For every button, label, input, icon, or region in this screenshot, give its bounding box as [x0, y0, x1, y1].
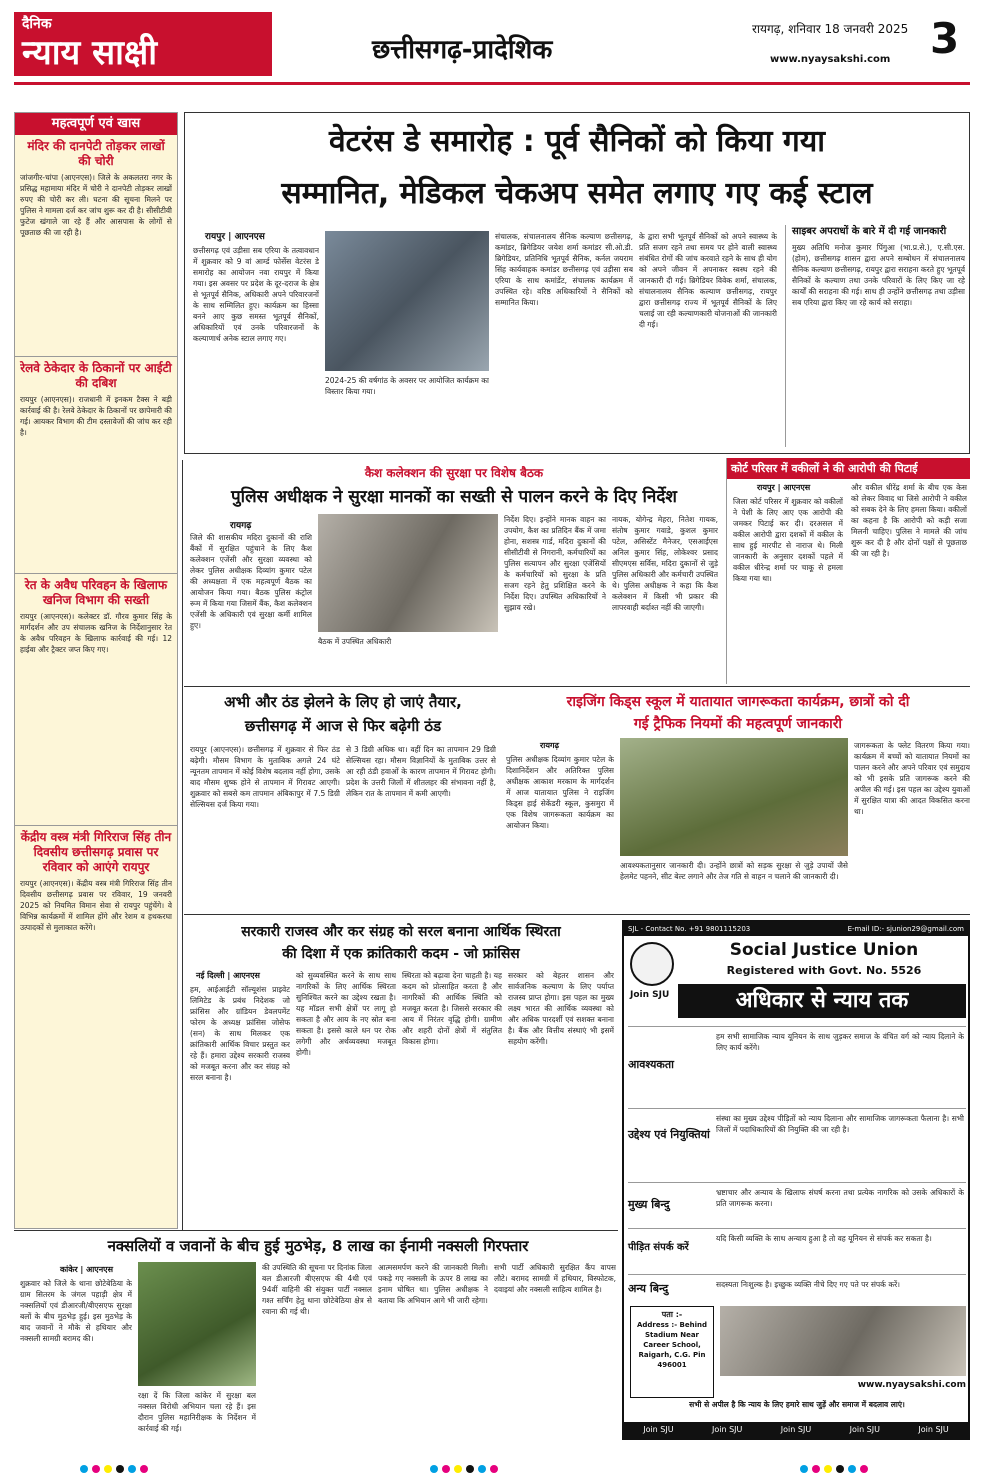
sidebar-item — [15, 356, 177, 573]
police-photo — [318, 514, 498, 632]
dateline: रायगढ़, शनिवार 18 जनवरी 2025 — [752, 22, 909, 36]
ad-subtitle: Registered with Govt. No. 5526 — [726, 964, 922, 977]
ad-join-item: Join SJU — [918, 1425, 949, 1434]
police-caption: बैठक में उपस्थित अधिकारी — [318, 637, 392, 646]
naxal-dateline: कांकेर | आएनएस — [60, 1265, 113, 1274]
ad-row — [628, 1228, 966, 1272]
masthead-rule — [14, 82, 970, 85]
ad-row-label: आवश्यकता — [628, 1058, 674, 1071]
cold-body-2: से 3 डिग्री अधिक था। वहीं दिन का तापमान 29 डिग्री सेल्सियस रहा। मौसम विज्ञानियों के मुताबिक उत्तर से आ रही ठंडी हवाओं के कारण तापमान में गिरावट होगी। प्रदेश के उत्तरी जिलों में शीतलहर की संभावना नहीं है, लेकिन रात के तापमान में कमी आएगी। — [346, 745, 496, 798]
traffic-caption: आवश्यकतानुसार जानकारी दी। उन्होंने छात्रों को सड़क सुरक्षा से जुड़े उपायों जैसे हेलमेट पहनने, सीट बेल्ट लगाने और तेज गति से वाहन न चलाने की जानकारी दी। — [620, 861, 848, 881]
sidebar-item-body: रायपुर (आएनएस)। राजधानी में इनकम टैक्स ने बड़ी कार्रवाई की है। रेलवे ठेकेदार के ठिकानों पर छापेमारी की गई। आयकर विभाग की टीम दस्तावेजों की जांच कर रही है। — [20, 395, 172, 437]
revenue-dateline: नई दिल्ली | आएनएस — [196, 971, 260, 980]
naxal-photo — [138, 1262, 256, 1386]
ad-row-text: सदस्यता निःशुल्क है। इच्छुक व्यक्ति नीचे दिए गए पते पर संपर्क करें। — [716, 1280, 900, 1289]
ad-top-bar — [624, 922, 968, 936]
masthead-logo — [14, 12, 272, 76]
traffic-headline-2: गई ट्रैफिक नियमों की महत्वपूर्ण जानकारी — [633, 716, 843, 732]
sidebar-header: महत्वपूर्ण एवं खास — [15, 113, 177, 135]
ad-join: Join SJU — [630, 990, 670, 1000]
dot — [430, 1465, 438, 1473]
police-body-3: नायक, योगेन्द्र मेहरा, नितेश गायक, संतोष कुमार गवाडे, कुशल कुमार पटेल, असिस्टेंट मैनेजर, एसआईएस अनिल कुमार सिंह, लोकेश्वर प्रसाद सीएमएस सर्विस, मदिरा दुकानों से जुड़े पुलिस अधिकारी और कर्मचारी उपस्थित थे। पुलिस अधीक्षक ने कहा कि कैश कलेक्शन में किसी भी प्रकार की लापरवाही बर्दाश्त नहीं की जाएगी। — [612, 515, 718, 612]
ad-row-text: यदि किसी व्यक्ति के साथ अन्याय हुआ है तो वह यूनियन से संपर्क कर सकता है। — [716, 1234, 932, 1243]
ad-row-label: उद्देश्य एवं नियुक्तियां — [628, 1128, 710, 1141]
dot — [104, 1465, 112, 1473]
ad-footer-line: सभी से अपील है कि न्याय के लिए हमारे साथ जुड़ें और समाज में बदलाव लाएं। — [689, 1400, 905, 1409]
ad-slogan: अधिकार से न्याय तक — [678, 984, 966, 1018]
dot — [140, 1465, 148, 1473]
cold-headline-2: छत्तीसगढ़ में आज से फिर बढ़ेगी ठंड — [244, 717, 442, 735]
court-body-1: जिला कोर्ट परिसर में शुक्रवार को वकीलों ने पेशी के लिए आए एक आरोपी की जमकर पिटाई कर दी। दरअसल में वकील आरोपी द्वारा दशकों में वकील के साथ हुई मारपीट से नाराज थे। मिली जानकारी के अनुसार दशकों पहले में वकील धीरेन्द्र शर्मा पर चाकू से हमला किया गया था। — [733, 497, 843, 583]
sidebar-item — [15, 135, 177, 356]
naxal-body-4: सभी पार्टी अधिकारी सुरक्षित कैंप वापस लौटे। बरामद सामग्री में हथियार, विस्फोटक, दवाइयां और नक्सली साहित्य शामिल है। — [494, 1263, 616, 1294]
court-dateline: रायपुर | आएनएस — [757, 483, 811, 492]
ad-row-label: पीड़ित संपर्क करें — [628, 1242, 689, 1253]
row-divider — [184, 914, 970, 915]
dot — [116, 1465, 124, 1473]
ad-address: Address :- Behind Stadium Near Career School, Raigarh, C.G. Pin 496001 — [636, 1321, 707, 1369]
revenue-headline-1: सरकारी राजस्व और कर संग्रह को सरल बनाना आर्थिक स्थिरता — [241, 924, 561, 940]
dot — [478, 1465, 486, 1473]
dot — [800, 1465, 808, 1473]
revenue-headline-2: की दिशा में एक क्रांतिकारी कदम - जो फ्रांसिस — [282, 946, 520, 962]
police-body-1: जिले की शासकीय मदिरा दुकानों की राशि बैंकों में सुरक्षित पहुंचाने के लिए कैश कलेक्शन एजेंसी और सुरक्षा व्यवस्था को लेकर पुलिस अधीक्षक दिव्यांग कुमार पटेल की अध्यक्षता में एक महत्वपूर्ण बैठक का आयोजन किया गया। बैठक पुलिस कंट्रोल रूम में किया गया जिसमें बैंक, कैश कलेक्शन एजेंसी के अधिकारी एवं सुरक्षा कर्मी शामिल हुए। — [190, 533, 312, 630]
naxal-headline: नक्सलियों व जवानों के बीच हुई मुठभेड़, 8 लाख का ईनामी नक्सली गिरफ्तार — [107, 1237, 529, 1255]
dot — [442, 1465, 450, 1473]
police-kicker: कैश कलेक्शन की सुरक्षा पर विशेष बैठक — [364, 466, 544, 480]
sju-ad — [622, 920, 970, 1440]
dot — [848, 1465, 856, 1473]
traffic-photo — [620, 738, 848, 856]
cold-headline-1: अभी और ठंड झेलने के लिए हो जाएं तैयार, — [224, 693, 462, 711]
lead-headline-1: वेटरंस डे समारोह : पूर्व सैनिकों को किया गया — [329, 124, 825, 159]
lead-story — [184, 112, 970, 454]
police-dateline: रायगढ़ — [230, 521, 252, 531]
ad-contact: SJL - Contact No. +91 9801115203 — [628, 925, 751, 933]
dot — [490, 1465, 498, 1473]
sidebar-item-title: केंद्रीय वस्त्र मंत्री गिरिराज सिंह तीन दिवसीय छत्तीसगढ़ प्रवास पर रविवार को आएंगे रायपुर — [20, 830, 172, 874]
traffic-body-1: पुलिस अधीक्षक दिव्यांग कुमार पटेल के दिशानिर्देशन और अतिरिक्त पुलिस अधीक्षक आकाश मरकाम के मार्गदर्शन में आज यातायात पुलिस ने राइजिंग किड्स हाई सेकेंडरी स्कूल, कुसमुरा में एक विशेष जागरूकता कार्यक्रम का आयोजन किया। — [506, 755, 614, 830]
ad-row-text: हम सभी सामाजिक न्याय यूनियन के साथ जुड़कर समाज के वंचित वर्ग को न्याय दिलाने के लिए कार्य करेंगे। — [716, 1032, 964, 1052]
dot — [454, 1465, 462, 1473]
sidebar-item-body: जांजगीर-चांपा (आएनएस)। जिले के अकलतरा नगर के प्रसिद्ध महामाया मंदिर में चोरी ने दानपेटी तोड़कर लाखों रुपए की चोरी कर ली। घटना की सूचना मिलने पर पुलिस ने मामला दर्ज कर जांच शुरू कर दी है। सीसीटीवी फुटेज खंगाले जा रहे हैं और आसपास के लोगों से पूछताछ की जा रही है। — [20, 173, 172, 237]
traffic-body-2: जागरूकता के फ्लेट वितरण किया गया। कार्यक्रम में बच्चों को यातायात नियमों का पालन करने और अपने परिवार एवं समुदाय को भी इसके प्रति जागरूक करने की अपील की गई। इस पहल का उद्देश्य युवाओं में सुरक्षित यात्रा की आदत विकसित करना था। — [854, 741, 970, 816]
ad-join-strip — [624, 1422, 968, 1438]
column-divider — [182, 460, 183, 1230]
revenue-body-2: को सुव्यवस्थित करने के साथ साथ नागरिकों के लिए आर्थिक स्थिरता सुनिश्चित करने का उद्देश्य रखता है। यह मॉडल सभी क्षेत्रों पर लागू हो सकता है और आय के नए स्रोत बना सकता है। इससे काले धन पर रोक लगेगी और अर्थव्यवस्था मजबूत होगी। — [296, 971, 396, 1057]
sidebar-item-body: रायपुर (आएनएस)। कलेक्टर डॉ. गौरव कुमार सिंह के मार्गदर्शन और उप संचालक खनिज के निर्देशानुसार रेत के अवैध परिवहन के खिलाफ कार्रवाई की गई। 12 हाईवा और ट्रैक्टर जप्त किए गए। — [20, 612, 172, 654]
lead-body-2: संचालक, संचालनालय सैनिक कल्याण छत्तीसगढ़, कमांडर, ब्रिगेडियर जयेश शर्मा कमांडर सी.ओ.डी. ब्रिगेडियर, प्रतिनिधि भूतपूर्व सैनिक, कर्नल जयराम सिंह कार्यवाहक कमांडर छत्तीसगढ़ एवं उड़ीसा सब एरिया के साथ कमांडेंट, संचालक कार्यक्रम में उपस्थित रहे। वरिष्ठ अधिकारियों ने सैनिकों को सम्मानित किया। — [495, 232, 633, 307]
dot — [812, 1465, 820, 1473]
sidebar-item — [15, 573, 177, 825]
sju-logo — [630, 942, 674, 986]
dot — [836, 1465, 844, 1473]
ad-row-text: संस्था का मुख्य उद्देश्य पीड़ितों को न्याय दिलाना और सामाजिक जागरूकता फैलाना है। सभी जिलों में पदाधिकारियों की नियुक्ति की जा रही है। — [716, 1114, 964, 1134]
masthead-small: दैनिक — [22, 16, 52, 32]
sidebar-item-body: रायपुर (आएनएस)। केंद्रीय वस्त्र मंत्री गिरिराज सिंह तीन दिवसीय छत्तीसगढ़ प्रवास पर रविवार, 19 जनवरी 2025 को नियमित विमान सेवा से रायपुर पहुंचेंगे। वे विभिन्न कार्यक्रमों में शामिल होंगे और रेशम व हथकरघा उत्पादकों से मुलाकात करेंगे। — [20, 879, 172, 932]
ad-row — [628, 1026, 966, 1106]
row-divider — [184, 686, 970, 687]
masthead-name: न्याय साक्षी — [22, 33, 158, 73]
registration-dots-left — [80, 1458, 152, 1475]
ad-row-label: अन्य बिन्दु — [628, 1282, 669, 1295]
dot — [128, 1465, 136, 1473]
lead-body-1: छत्तीसगढ़ एवं उड़ीसा सब एरिया के तत्वावधान में शुक्रवार को 9 वां आर्म्ड फोर्सेस वेटरंस डे समारोह का आयोजन नवा रायपुर में किया गया। इस अवसर पर प्रदेश के दूर-दराज के क्षेत्र से भूतपूर्व सैनिक, अधिकारी अपने परिवारजनों के साथ सम्मिलित हुए। कार्यक्रम का हिस्सा बनने आए कुछ समस्त भूतपूर्व सैनिकों, अधिकारियों एवं उनके परिवारजनों के कल्याणार्थ अनेक स्टाल लगाए गए। — [193, 246, 319, 343]
lead-dateline: रायपुर | आएनएस — [205, 232, 265, 242]
section-title: छत्तीसगढ़-प्रादेशिक — [372, 35, 553, 65]
cold-body-1: रायपुर (आएनएस)। छत्तीसगढ़ में शुक्रवार से फिर ठंड बढ़ेगी। मौसम विभाग के मुताबिक अगले 24 घंटे न्यूनतम तापमान में कोई विशेष बदलाव नहीं होगा, उसके बाद मौसम शुष्क होने से तापमान में गिरावट आएगी। शुक्रवार को सबसे कम तापमान अंबिकापुर में 7.5 डिग्री सेल्सियस दर्ज किया गया। — [190, 745, 340, 809]
lead-side-title: साइबर अपराधों के बारे में दी गई जानकारी — [792, 226, 947, 237]
lead-body-3: के द्वारा सभी भूतपूर्व सैनिकों को अपने स्वास्थ्य के प्रति सजग रहने तथा समय पर होने वाली स्वास्थ्य संबंधित रोगों की जांच करवाते रहने के साथ ही योग को अपने जीवन में अपनाकर स्वस्थ रहने की जानकारी दी गई। ब्रिगेडियर विवेक शर्मा, संचालक, संचालनालय सैनिक कल्याण छत्तीसगढ़, रायपुर द्वारा छत्तीसगढ़ राज्य में भूतपूर्व सैनिकों के लिए चलाई जा रही कल्याणकारी योजनाओं की जानकारी दी गई। — [639, 232, 777, 329]
ad-row-text: भ्रष्टाचार और अन्याय के खिलाफ संघर्ष करना तथा प्रत्येक नागरिक को उसके अधिकारों के प्रति जागरूक करना। — [716, 1188, 964, 1208]
ad-join-item: Join SJU — [849, 1425, 880, 1434]
court-story — [726, 458, 970, 684]
lead-side-box — [785, 225, 965, 447]
ad-email: E-mail ID:- sjunion29@gmail.com — [847, 925, 964, 933]
naxal-body-3: आत्मसमर्पण करने की जानकारी मिली। पकड़े गए नक्सली के ऊपर 8 लाख का इनाम घोषित था। पुलिस अधीक्षक ने बताया कि अभियान आगे भी जारी रहेगा। — [378, 1263, 488, 1305]
ad-join-item: Join SJU — [643, 1425, 674, 1434]
revenue-body-4: सरकार को बेहतर शासन और सार्वजनिक कल्याण के लिए पर्याप्त राजस्व प्राप्त होगा। इस पहल का मुख्य लक्ष्य भारत की आर्थिक व्यवस्था को और अधिक पारदर्शी एवं सशक्त बनाना है। बैंक और वित्तीय संस्थाएं भी इसमें सहयोग करेंगी। — [508, 971, 614, 1046]
sidebar — [14, 112, 178, 1229]
lead-photo — [325, 231, 489, 371]
registration-dots-right — [800, 1458, 872, 1475]
ad-scales-graphic — [720, 1306, 966, 1376]
police-headline: पुलिस अधीक्षक ने सुरक्षा मानकों का सख्ती से पालन करने के दिए निर्देश — [231, 487, 677, 507]
sidebar-item — [15, 825, 177, 1212]
lead-caption: 2024-25 की वर्षगांठ के अवसर पर आयोजित कार्यक्रम का विस्तार किया गया। — [325, 376, 489, 396]
ad-row — [628, 1182, 966, 1226]
ad-address-title: पता :- — [661, 1310, 683, 1319]
dot — [92, 1465, 100, 1473]
ad-join-item: Join SJU — [780, 1425, 812, 1434]
dot — [466, 1465, 474, 1473]
traffic-dateline: रायगढ़ — [540, 741, 559, 750]
sidebar-item-title: मंदिर की दानपेटी तोड़कर लाखों की चोरी — [27, 139, 165, 168]
naxal-caption: रक्षा दें कि जिला कांकेर में सुरक्षा बल नक्सल विरोधी अभियान चला रहे हैं। इस दौरान पुलिस महानिरीक्षक के निर्देशन में कार्रवाई की गई। — [138, 1391, 256, 1433]
traffic-headline-1: राइजिंग किड्स स्कूल में यातायात जागरूकता कार्यक्रम, छात्रों को दी — [566, 694, 910, 710]
ad-row — [628, 1108, 966, 1180]
dot — [860, 1465, 868, 1473]
dot — [80, 1465, 88, 1473]
court-headline: कोर्ट परिसर में वकीलों ने की आरोपी की पिटाई — [727, 458, 970, 479]
row-divider — [14, 1230, 618, 1231]
ad-title: Social Justice Union — [729, 940, 919, 960]
revenue-body-1: हम, आईआईटी सॉल्यूशंस प्राइवेट लिमिटेड के प्रबंध निदेशक जो फ्रांसिस और ग्रांडियन डेवलपमेंट फोरम के अध्यक्ष फ्रांसिस जोसेफ (सन) के साथ मिलकर एक क्रांतिकारी आर्थिक विचार प्रस्तुत कर रहे हैं। हमारा उद्देश्य सरकारी राजस्व को मजबूत करना और कर संग्रह को सरल बनाना है। — [190, 985, 290, 1082]
page-number: 3 — [930, 14, 960, 63]
sidebar-item-title: रेलवे ठेकेदार के ठिकानों पर आईटी की दबिश — [20, 361, 172, 390]
naxal-body-1: शुक्रवार को जिले के थाना छोटेबेठिया के ग्राम सितरम के जंगल पहाड़ी क्षेत्र में नक्सलियों एवं डीआरजी/बीएसएफ सुरक्षा बलों के बीच मुठभेड़ हुई। इस मुठभेड़ के बाद जवानों ने मौके से हथियार और नक्सली सामग्री बरामद की। — [20, 1279, 132, 1343]
registration-dots-center — [430, 1458, 502, 1475]
revenue-body-3: स्थिरता को बढ़ावा देना चाहती है। यह कदम को प्रोत्साहित करता है और नागरिकों की आर्थिक स्थिति को मजबूत करता है। जिससे सरकार की आय में निरंतर वृद्धि होगी। ग्रामीण और शहरी दोनों क्षेत्रों में संतुलित विकास होगा। — [402, 971, 502, 1046]
website: www.nyaysakshi.com — [770, 54, 891, 65]
ad-join-item: Join SJU — [712, 1425, 743, 1434]
lead-side-body: मुख्य अतिथि मनोज कुमार पिंगुआ (भा.प्र.से.), ए.सी.एस. (होम), छत्तीसगढ़ शासन द्वारा अपने सम्बोधन में संचालनालय सैनिक कल्याण छत्तीसगढ़, रायपुर द्वारा सराहना करते हुए भूतपूर्व सैनिकों के कल्याण तथा उनके परिवारों के लिए किए जा रहे कार्यों की सराहना की गई। साथ ही उन्होंने छत्तीसगढ़ तथा उड़ीसा सब एरिया द्वारा किए जा रहे कार्य को सराहा। — [792, 243, 965, 307]
ad-row — [628, 1274, 966, 1302]
police-body-2: निर्देश दिए। इन्होंने मानक वाहन का उपयोग, कैश का प्रतिदिन बैंक में जमा होना, सशस्त्र गार्ड, मदिरा दुकानों की सीसीटीवी से निगरानी, कर्मचारियों का पुलिस सत्यापन और सुरक्षा एजेंसियों के कर्मचारियों को सुरक्षा के प्रति सजग रहने हेतु प्रशिक्षित करने के निर्देश दिए। उपस्थित अधिकारियों ने सुझाव रखे। — [504, 515, 606, 612]
court-body-2: और वकील धीरेंद्र शर्मा के बीच एक केस को लेकर विवाद था जिसे आरोपी ने वकील को सबक देने के लिए हमला किया। वकीलों का कहना है कि आरोपी को कड़ी सजा मिलनी चाहिए। पुलिस ने मामले की जांच शुरू कर दी है और दोनों पक्षों से पूछताछ की जा रही है। — [851, 483, 967, 558]
naxal-body-2: की उपस्थिति की सूचना पर दिनांक जिला बल डीआरजी बीएसएफ की 4थी एवं 94वीं वाहिनी की संयुक्त पार्टी नक्सल गश्त सर्चिंग हेतु थाना छोटेबेठिया क्षेत्र से रवाना की गई थी। — [262, 1263, 372, 1316]
lead-headline-2: सम्मानित, मेडिकल चेकअप समेत लगाए गए कई स्टाल — [281, 176, 873, 211]
ad-address-box — [630, 1306, 714, 1398]
dot — [824, 1465, 832, 1473]
ad-row-label: मुख्य बिन्दु — [628, 1198, 670, 1211]
sidebar-item-title: रेत के अवैध परिवहन के खिलाफ खनिज विभाग की सख्ती — [24, 578, 168, 607]
ad-footer-site: www.nyaysakshi.com — [857, 1380, 966, 1390]
